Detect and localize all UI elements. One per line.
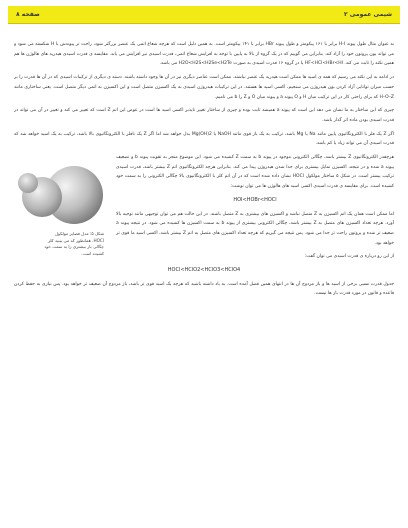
paragraph-2: در ادامه به این نکته می رسیم که همه ی اسید ها ممکن است هیدرید یک عنصر نباشند. ممکن است عناصر دیگری نیز در آن ها وجود داشته باشند. دسته ی دیگری از ترکیبات اسیدی که در آن ها قدرت را بر حسب میزان توانایی آزاد کردن یون هیدروژن می سنجیم، اکسی اسید ها هستند. در این ترکیبات هیدروژن اسیدی به یک اکسیژن متصل است و این اکسیژن به اتمی دیگر متصل است. یعنی ساختاری مانند H–O–Z که برای راحتی کار در این ترکیب میان H و O پیوند a و پیوند میان O و Z را b می نامیم. bbox=[14, 75, 394, 100]
header-page-number: صفحه ۸ bbox=[16, 11, 40, 18]
document-body bbox=[14, 40, 394, 524]
paragraph-1: به عنوان مثال طول پیوند H-I برابر با ۱۶۱ پیکومتر و طول پیوند HBr برابر با ۱۴۱ پیکومتر است. به همین دلیل است که هرچه شعاع اتمی یک عنصر بزرگتر شود، راحت تر پیوندش با H شکسته می شود و می تواند یون پروتون خود را آزاد کند. بنابراین می گوییم که در یک گروه از بالا به پایین با توجه به افزایش شعاع اتمی، قدرت اسیدی نیز افزایش می یابد. مقایسه ی قدرت اسیدی هیدرید های هالوژن ها هم همین نکته را ثابت می کند. HF<HCl<HBr<HI یا در گروه ۱۶ قدرت اسیدی به صورت H2O<H2S<H2Se<H2Te می باشد. bbox=[14, 42, 394, 67]
hydrogen-atom bbox=[18, 173, 38, 193]
paragraph-7: از این رو درباره ی قدرت اسیدی می توان گفت: bbox=[304, 254, 394, 260]
page-header bbox=[8, 6, 400, 24]
paragraph-8: جدول قدرت نسبی برخی از اسید ها و باز مزدوج آن ها در انتهای همین فصل آمده است. به یاد داشته باشید که هرچه یک اسید قوی تر باشد، باز مزدوج آن ضعیف تر خواهد بود. پس نیازی به حفظ کردن قاعده و قانون در مورد قدرت باز ها نیست. bbox=[14, 281, 394, 297]
hocl-space-filling-model bbox=[14, 155, 110, 231]
figure-caption: شکل ۵: مدل فضاپر مولکول HOCl. همانطور که می بینید کلر چگالی بار بیشتری را به سمت خود کشیده است. bbox=[44, 231, 104, 256]
paragraph-4: اگر Z یک فلز با الکترونگاتیوی پایین مانند Na یا Mg باشد، ترکیب به یک باز قوی مانند NaOH یا Mg(OH)2 بدل خواهد شد اما اگر Z یک نافلز با الکترونگاتیوی بالا باشد، ترکیب به یک اسید خواهد شد که قدرت اسیدی آن می تواند زیاد یا کم باشد. bbox=[14, 131, 394, 147]
figure-hocl bbox=[14, 155, 110, 257]
paragraph-6: اما ممکن است همان یک اتم اکسیژن به Z متصل نباشد و اکسیژن های بیشتری به Z متصل باشند. در این حالت هم می توان توجیهی مانند توجیه بالا آورد. هرچه تعداد اکسیژن های متصل به Z بیشتر باشد، چگالی الکترونی بیشتری از پیوند b به سمت اکسیژن ها کشیده می شود. در نتیجه پیوند a ضعیف تر شده و پروتون راحت تر جدا می شود. پس نتیجه می گیریم که هرچه تعداد اکسیژن های متصل به اتم Z بیشتر باشد، اکسی اسید ما قوی تر خواهد بود. bbox=[116, 211, 394, 246]
formula-hypohalous-acids: HOI<HOBr<HOCl bbox=[233, 196, 277, 203]
paragraph-3: چیزی که این ساختار به ما نشان می دهد این است که پیوند a همیشه ثابت بوده و چیزی از ساختار تغییر ناپذیر اکسی اسید ها است در عوض این اتم Z است که تغییر می کند و تغییر در آن می تواند در قدرت اسیدی بودن ماده اثر گذار باشد. bbox=[14, 108, 394, 123]
header-title: شیمی عمومی ۲ bbox=[344, 11, 392, 18]
paragraph-5: هرچقدر الکترونگاتیوی Z بیشتر باشد، چگالی الکترونی موجود در پیوند b به سمت Z کشیده می شود. این موضوع منجر به تقویت پیوند b و تضعیف پیوند a شده و در نتیجه، اکسیژن تمایل بیشتری برای جدا شدن هیدروژن پیدا می کند. بنابراین هرچه الکترونگاتیوی اتم Z بیشتر باشد، قدرت اسیدی ترکیب بیشتر است. در شکل ۵ ساختار مولکول HOCl نشان داده شده است که در آن اتم کلر با الکترونگاتیوی بالا چگالی الکترونی را به سمت خود کشیده است. برای مقایسه ی قدرت اسیدی اکسی اسید های هالوژن ها می توان نوشت: bbox=[116, 155, 394, 190]
formula-oxyacids-chlorine: HOCl<HClO2<HClO3<HClO4 bbox=[167, 267, 241, 274]
